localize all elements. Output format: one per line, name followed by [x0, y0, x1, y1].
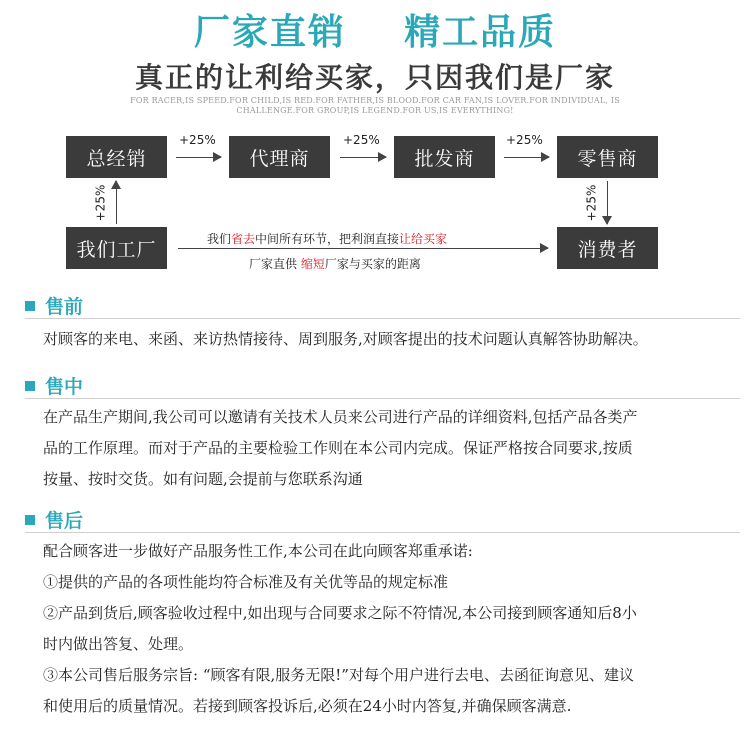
- section-aftersale-header: [25, 506, 83, 533]
- node-factory: 我们工厂: [66, 227, 167, 269]
- node-consumer: 消费者: [557, 227, 658, 269]
- section-aftersale-title: 售后: [45, 510, 84, 532]
- section-square-icon: [25, 301, 35, 311]
- markup-to-agent: +25%: [179, 133, 216, 147]
- note-top: 我们省去中间所有环节，把利润直接让给买家: [207, 232, 448, 246]
- section-presale-body: 对顾客的来电、来函、来访热情接待、周到服务,对顾客提出的技术问题认真解答协助解决。: [43, 330, 648, 348]
- section-square-icon: [25, 515, 35, 525]
- node-wholesaler: 批发商: [394, 136, 495, 178]
- markup-to-wholesaler: +25%: [343, 133, 380, 147]
- tagline: FOR RACER,IS SPEED.FOR CHILD,IS RED.FOR FATHER,IS BLOOD.FOR CAR FAN,IS LOVER.FOR INDIVIDUAL, IS CHALLENGE.FOR GROUP,IS LEGEND.FOR US,IS EVERYTHING!: [130, 96, 620, 115]
- highlight-shorten: 缩短: [300, 257, 325, 271]
- divider: [25, 398, 740, 399]
- section-presale-title: 售前: [45, 296, 84, 318]
- headline-left: 厂家直销: [193, 12, 346, 53]
- arrow-to-agent: [176, 157, 221, 158]
- subhead: 真正的让利给买家，只因我们是厂家: [134, 61, 615, 94]
- divider: [25, 318, 740, 319]
- highlight-give: 让给买家: [399, 232, 448, 246]
- section-aftersale-body: 配合顾客进一步做好产品服务性工作,本公司在此向顾客郑重承诺: ①提供的产品的各项性能均符合标准及有关优等品的规定标准 ②产品到货后,顾客验收过程中,如出现与合同要求之际不符情况,本公司接到顾客通知后8小 时内做出答复、处理。 ③本公司售后服务宗旨: “顾客有限,服务无限!”对每个用户进行去电、去函征询意见、建议 和使用后的质量情况。若接到顾客投诉后,必须在24小时内答复,并确保顾客满意.: [43, 542, 637, 715]
- highlight-save: 省去: [231, 232, 256, 246]
- arrow-to-retailer: [504, 157, 549, 158]
- node-general-distributor: 总经销: [66, 136, 167, 178]
- markup-to-retailer: +25%: [506, 133, 543, 147]
- section-insale-title: 售中: [45, 376, 84, 398]
- node-agent: 代理商: [229, 136, 330, 178]
- section-square-icon: [25, 381, 35, 391]
- section-insale-body: 在产品生产期间,我公司可以邀请有关技术人员来公司进行产品的详细资料,包括产品各类产 品的工作原理。而对于产品的主要检验工作则在本公司内完成。保证严格按合同要求,按质 按量、按时交货。如有问题,会提前与您联系沟通: [43, 408, 638, 488]
- headline-right: 精工品质: [404, 12, 557, 53]
- section-insale-header: [25, 372, 83, 399]
- headline: [0, 4, 750, 55]
- section-presale-header: [25, 292, 83, 319]
- arrow-factory-to-consumer: [178, 248, 548, 249]
- arrow-retailer-down: [607, 181, 608, 224]
- arrow-factory-up: [116, 181, 117, 224]
- markup-factory-up: +25%: [93, 184, 108, 222]
- markup-retailer-down: +25%: [584, 184, 599, 222]
- divider: [25, 532, 740, 533]
- arrow-to-wholesaler: [340, 157, 386, 158]
- note-bottom: 厂家直供 缩短厂家与买家的距离: [249, 257, 421, 271]
- node-retailer: 零售商: [557, 136, 658, 178]
